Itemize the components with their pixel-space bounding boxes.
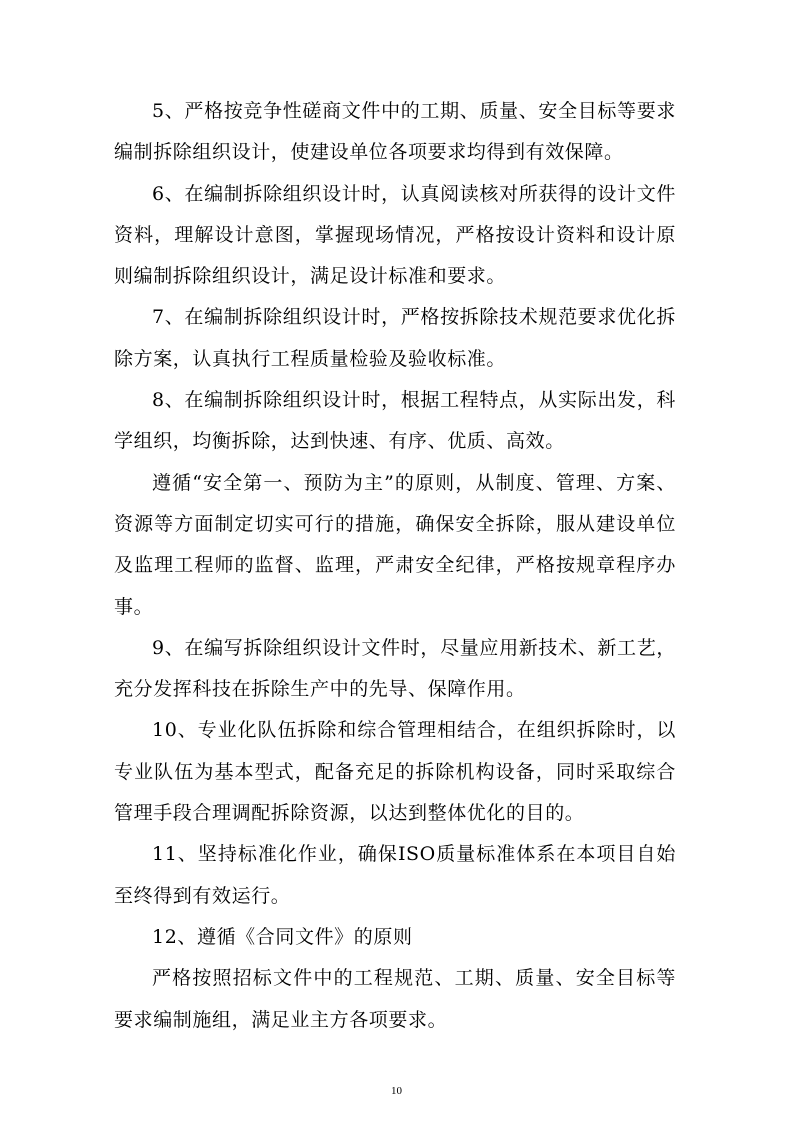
paragraph-item-6: 6、在编制拆除组织设计时，认真阅读核对所获得的设计文件资料，理解设计意图，掌握现场情况，严格按设计资料和设计原则编制拆除组织设计，满足设计标准和要求。	[114, 182, 676, 288]
paragraph-item-12: 12、遵循《合同文件》的原则	[152, 925, 413, 948]
paragraph-item-9: 9、在编写拆除组织设计文件时，尽量应用新技术、新工艺，充分发挥科技在拆除生产中的先导、保障作用。	[114, 636, 676, 701]
paragraph-item-7: 7、在编制拆除组织设计时，严格按拆除技术规范要求优化拆除方案，认真执行工程质量检验及验收标准。	[114, 306, 676, 370]
paragraph-item-8: 8、在编制拆除组织设计时，根据工程特点，从实际出发，科学组织，均衡拆除，达到快速、有序、优质、高效。	[114, 389, 676, 453]
paragraph-item-11: 11、坚持标准化作业，确保ISO质量标准体系在本项目自始至终得到有效运行。	[114, 843, 676, 907]
paragraph-item-5: 5、严格按竞争性磋商文件中的工期、质量、安全目标等要求编制拆除组织设计，使建设单位各项要求均得到有效保障。	[114, 100, 676, 164]
paragraph-contract-requirements: 严格按照招标文件中的工程规范、工期、质量、安全目标等要求编制施组，满足业主方各项要求。	[114, 967, 676, 1031]
body-text	[114, 91, 676, 1041]
paragraph-safety-principle: 遵循“安全第一、预防为主”的原则，从制度、管理、方案、资源等方面制定切实可行的措施，确保安全拆除，服从建设单位及监理工程师的监督、监理，严肃安全纪律，严格按规章程序办事。	[114, 471, 676, 618]
paragraph-item-10: 10、专业化队伍拆除和综合管理相结合，在组织拆除时，以专业队伍为基本型式，配备充足的拆除机构设备，同时采取综合管理手段合理调配拆除资源，以达到整体优化的目的。	[114, 719, 676, 825]
page-number: 10	[391, 1085, 402, 1097]
